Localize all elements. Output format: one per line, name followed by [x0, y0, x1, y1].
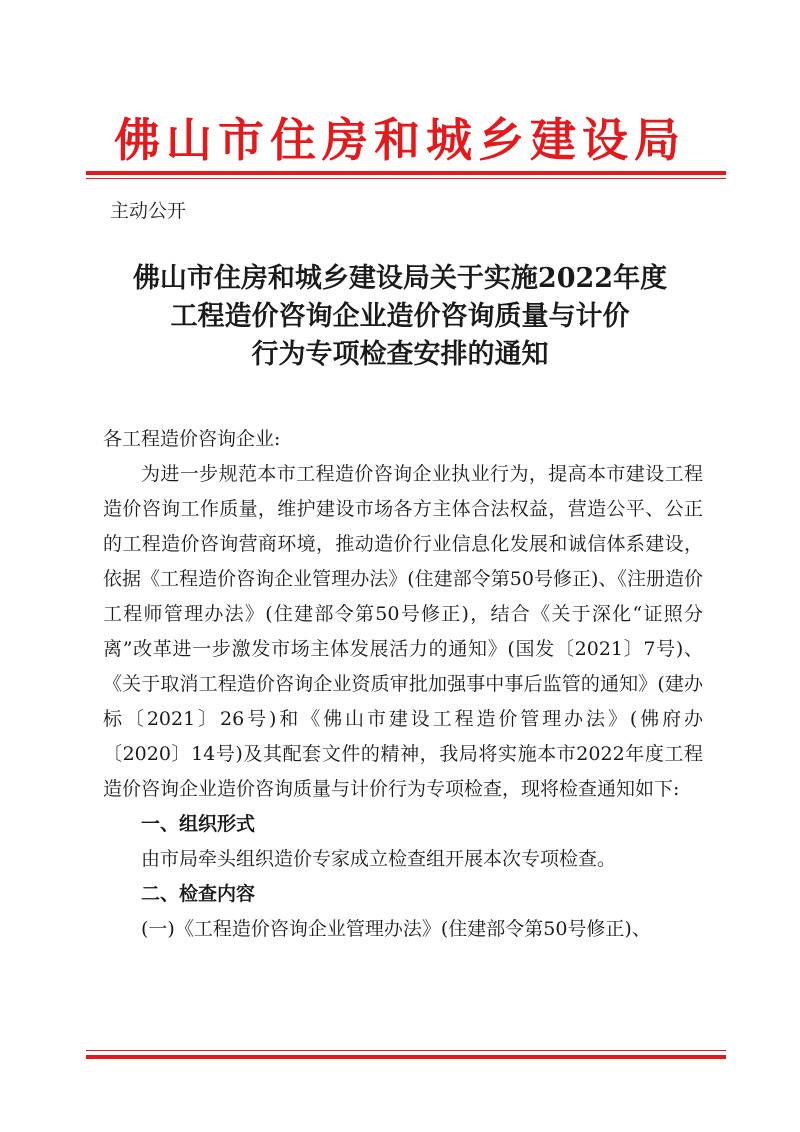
intro-paragraph: 为进一步规范本市工程造价咨询企业执业行为，提高本市建设工程造价咨询工作质量，维护建设市场各方主体合法权益，营造公平、公正的工程造价咨询营商环境，推动造价行业信息化发展和诚信体系建设，依据《工程造价咨询企业管理办法》(住建部令第50号修正)、《注册造价工程师管理办法》(住建部令第50号修正)，结合《关于深化“证照分离”改革进一步激发市场主体发展活力的通知》(国发〔2021〕7号)、《关于取消工程造价咨询企业资质审批加强事中事后监管的通知》(建办标〔2021〕26号)和《佛山市建设工程造价管理办法》(佛府办〔2020〕14号)及其配套文件的精神，我局将实施本市2022年度工程造价咨询企业造价咨询质量与计价行为专项检查，现将检查通知如下: [103, 463, 703, 800]
masthead-divider-thin [86, 178, 726, 179]
footer-divider-thick [86, 1055, 726, 1059]
title-line-2: 工程造价咨询企业造价咨询质量与计价 [170, 301, 630, 332]
section-text-organization: 由市局牵头组织造价专家成立检查组开展本次专项检查。 [141, 848, 617, 870]
section-heading-organization: 一、组织形式 [141, 813, 256, 835]
document-title [0, 260, 800, 374]
footer-divider-thin [86, 1050, 726, 1051]
title-line-3: 行为专项检查安排的通知 [251, 339, 549, 370]
document-body [103, 422, 703, 947]
issuing-authority-masthead: 佛山市住房和城乡建设局 [114, 113, 686, 167]
masthead-divider-thick [86, 171, 726, 175]
section-heading-inspection-content: 二、检查内容 [141, 883, 256, 905]
disclosure-label: 主动公开 [110, 200, 187, 222]
section-text-inspection-content: (一)《工程造价咨询企业管理办法》(住建部令第50号修正)、 [141, 918, 651, 940]
title-line-1: 佛山市住房和城乡建设局关于实施2022年度 [132, 263, 668, 294]
salutation: 各工程造价咨询企业: [103, 428, 281, 450]
